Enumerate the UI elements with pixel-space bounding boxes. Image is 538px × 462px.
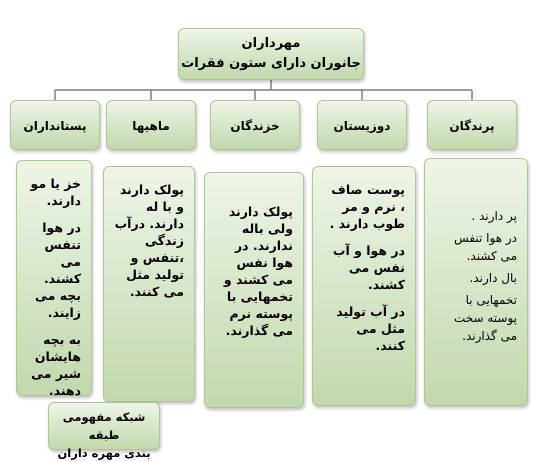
category-fish	[106, 100, 196, 150]
birds-fact-4: تخمهایی با پوسته سخت می گذارند.	[453, 293, 517, 343]
root-title: مهرداران	[241, 36, 301, 51]
category-mammals-label: پستانداران	[23, 119, 87, 133]
card-mammals	[16, 160, 92, 396]
amphibians-fact-2: در هوا و آب نفس می کشند.	[332, 243, 405, 292]
fish-fact-1: پولک دارند و با له دارند. درآب زندگی ،تنفس و تولید مثل می کنند.	[114, 182, 184, 299]
amphibians-fact-3: در آب تولید مثل می کنند.	[336, 304, 405, 353]
category-amphibians	[317, 100, 407, 150]
card-amphibians	[312, 166, 416, 406]
amphibians-fact-1: پوست صاف ، نرم و مر طوب دارند .	[329, 182, 405, 231]
card-birds	[424, 158, 528, 406]
reptiles-fact-1: پولک دارند ولی باله ندارند. در هوا نفس می کشند و تخمهایی با پوسته نرم می گذارند.	[223, 204, 293, 338]
birds-fact-3: بال دارند.	[469, 271, 517, 285]
caption-line-2: بندی مهره داران	[57, 446, 151, 460]
category-reptiles-label: خزندگان	[230, 119, 280, 133]
root-subtitle: جانوران دارای ستون فقرات	[181, 56, 361, 71]
birds-fact-1: پر دارند .	[471, 209, 517, 223]
category-fish-label: ماهیها	[132, 119, 170, 133]
mammals-fact-2: در هوا تنفس می کشند. بچه می زایند.	[34, 220, 81, 320]
card-fish	[103, 166, 195, 402]
category-mammals	[10, 100, 100, 150]
category-reptiles	[210, 100, 300, 150]
caption-line-1: شبکه مفهومی طبقه	[62, 410, 146, 442]
mammals-fact-1: خز یا مو دارند.	[30, 176, 81, 208]
diagram-caption	[48, 402, 160, 460]
category-birds	[427, 100, 517, 150]
mammals-fact-3: به بچه هایشان شیر می دهند.	[31, 332, 81, 398]
category-amphibians-label: دوزیستان	[333, 119, 391, 133]
category-birds-label: پرندگان	[449, 119, 495, 133]
birds-fact-2: در هوا تنفس می کشند.	[454, 231, 517, 263]
root-node	[178, 28, 364, 80]
card-reptiles	[204, 172, 304, 408]
